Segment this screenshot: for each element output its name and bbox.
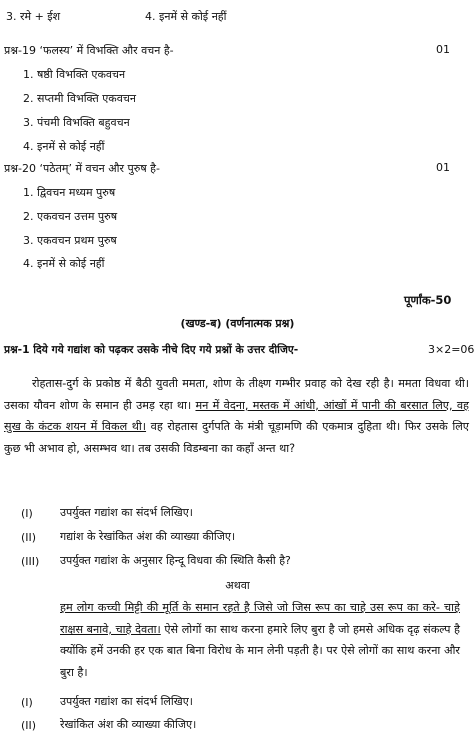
q20-option-1: 1. द्विवचन मध्यम पुरुष	[23, 186, 116, 199]
passage-2-rest: ऐसे लोगों का साथ करना हमारे लिए बुरा है जो हमसे अधिक दृढ़ संकल्प है क्योंकि हमें उनकी हर एक बात बिना विरोध के मान लेनी पड़ती है। पर ऐसे लोगों का साथ करना और बुरा है।	[60, 622, 460, 679]
sub-question-1: उपर्युक्त गद्यांश का संदर्भ लिखिए।	[60, 506, 193, 519]
question-19: प्रश्न-19 ‘फलस्य’ में विभक्ति और वचन है-	[4, 44, 174, 57]
q20-option-4: 4. इनमें से कोई नहीं	[23, 257, 105, 270]
sub-question-b1: उपर्युक्त गद्यांश का संदर्भ लिखिए।	[60, 695, 193, 708]
sub-question-b2: रेखांकित अंश की व्याख्या कीजिए।	[60, 718, 197, 731]
q19-option-2: 2. सप्तमी विभक्ति एकवचन	[23, 92, 136, 105]
sub-question-3: उपर्युक्त गद्यांश के अनुसार हिन्दू विधवा की स्थिति कैसी है?	[60, 554, 291, 567]
question-1-title	[4, 343, 298, 357]
sub-question-2: गद्यांश के रेखांकित अंश की व्याख्या कीजिए।	[60, 530, 236, 543]
q19-option-4: 4. इनमें से कोई नहीं	[23, 140, 105, 153]
passage-1-part1: रोहतास-दुर्ग के प्रकोष्ठ में बैठी युवती ममता, शोण के तीक्ष्ण गम्भीर प्रवाह को देख रही है। ममता विधवा थी। उसका यौवन शोण के समान ही उमड़ रहा था।	[4, 377, 469, 412]
passage-2-underlined: हम लोग कच्ची मिट्टी की मूर्ति के समान रहते है जिसे जो जिस रूप का चाहे उस रूप का करे- चाहे राक्षस बनावे, चाहे देवता।	[60, 601, 460, 636]
or-label: अथवा	[225, 579, 250, 592]
section-heading: (खण्ड-ब) (वर्णनात्मक प्रश्न)	[180, 317, 295, 330]
sub-question-b1-num: (I)	[21, 696, 33, 709]
sub-question-1-num: (I)	[21, 507, 33, 520]
q20-option-2: 2. एकवचन उत्तम पुरुष	[23, 210, 118, 223]
q20-option-3: 3. एकवचन प्रथम पुरुष	[23, 234, 117, 247]
passage-1	[4, 373, 469, 459]
option-4: 4. इनमें से कोई नहीं	[145, 10, 227, 23]
question-1-text: प्रश्न-1 दिये गये गद्यांश को पढ़कर उसके नीचे दिए गये प्रश्नों के उत्तर दीजिए-	[4, 343, 299, 356]
passage-2	[60, 597, 460, 683]
option-3: 3. रमे + ईश	[6, 10, 61, 23]
passage-1-underlined: मन में वेदना, मस्तक में आंधी, आंखों में पानी की बरसात लिए, वह सुख के कंटक शयन में विकल थी।	[4, 398, 469, 433]
total-marks: पूर्णांक-50	[404, 293, 452, 307]
question-1-marks: 3×2=06	[428, 343, 475, 356]
question-19-marks: 01	[436, 43, 450, 56]
question-20-marks: 01	[436, 161, 450, 174]
sub-question-2-num: (II)	[21, 531, 37, 544]
q19-option-1: 1. षष्ठी विभक्ति एकवचन	[23, 68, 126, 81]
sub-question-b2-num: (II)	[21, 719, 37, 732]
passage-1-part2: वह रोहतास दुर्गपति के मंत्री चूड़ामणि की एकमात्र दुहिता थी। फिर उसके लिए कुछ भी अभाव हो, असम्भव था। तब उसकी विडम्बना का कहाँ अन्त था?	[4, 420, 469, 455]
sub-question-3-num: (III)	[21, 555, 40, 568]
q19-option-3: 3. पंचमी विभक्ति बहुवचन	[23, 116, 130, 129]
question-20: प्रश्न-20 ‘पठेतम्’ में वचन और पुरुष है-	[4, 162, 160, 175]
